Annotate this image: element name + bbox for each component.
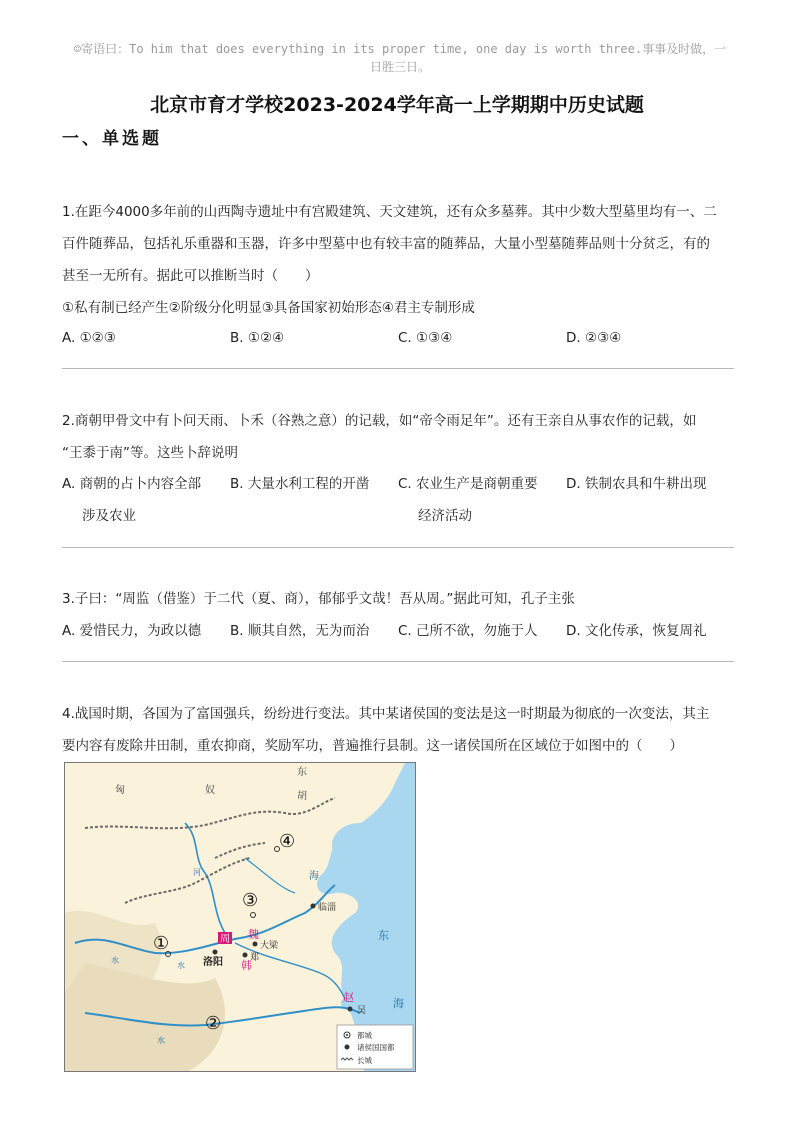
question-3	[62, 583, 734, 615]
map-svg	[65, 763, 416, 1072]
legend-capital: 都城	[357, 1031, 372, 1040]
option-a[interactable]	[62, 468, 230, 532]
legend-capital-icon-dot	[346, 1034, 348, 1036]
divider	[62, 547, 734, 548]
section-heading: 一、单选题	[62, 129, 162, 149]
option-text: D. 铁制农具和牛耕出现	[566, 476, 707, 492]
label-zhou: 周	[220, 934, 230, 945]
question-4	[62, 698, 734, 762]
option-a[interactable]: A. ①②③	[62, 330, 116, 346]
option-d[interactable]: D. 文化传承，恢复周礼	[566, 623, 707, 639]
marker-3: ③	[242, 890, 259, 911]
option-text: B. 大量水利工程的开凿	[230, 476, 370, 492]
option-b[interactable]: B. 顺其自然，无为而治	[230, 623, 370, 639]
option-text: C. 农业生产是商朝重要	[398, 476, 538, 492]
legend-wall: 长城	[357, 1056, 372, 1065]
question-line: 要内容有废除井田制，重农抑商，奖励军功，普遍推行县制。这一诸侯国所在区域位于如图中的（ ）	[62, 738, 683, 754]
question-1	[62, 196, 734, 324]
label-river: 水	[177, 961, 185, 970]
question-line: 百件随葬品，包括礼乐重器和玉器，许多中型墓中也有较丰富的随葬品，大量小型墓随葬品则十分贫乏，有的	[62, 236, 710, 252]
label-river: 水	[157, 1036, 165, 1045]
city-dot-luoyang	[213, 950, 218, 955]
question-1-options	[62, 322, 734, 354]
label-zheng: 郑	[250, 953, 260, 963]
label-donghu-1: 东	[297, 767, 307, 778]
option-d[interactable]: D. ②③④	[566, 330, 622, 346]
question-line: 1.在距今4000多年前的山西陶寺遗址中有宫殿建筑、天文建筑，还有众多墓葬。其中少数大型墓里均有一、二	[62, 204, 717, 220]
label-zhao: 赵	[343, 991, 354, 1004]
question-line: 4.战国时期，各国为了富国强兵，纷纷进行变法。其中某诸侯国的变法是这一时期最为彻底的一次变法，其主	[62, 706, 710, 722]
question-line: 甚至一无所有。据此可以推断当时（ ）	[62, 268, 319, 284]
option-c[interactable]	[398, 468, 566, 532]
motto-line-1: ☺寄语曰：To him that does everything in its proper time, one day is worth three.事事及时做，一	[73, 42, 727, 56]
question-line: 3.子曰：“周监（借鉴）于二代（夏、商），郁郁乎文哉！吾从周。”据此可知，孔子主张	[62, 591, 575, 607]
divider	[62, 368, 734, 369]
marker-2: ②	[205, 1013, 222, 1034]
legend-vassal-capital: 诸侯国国都	[357, 1043, 395, 1052]
legend-vassal-icon	[345, 1045, 350, 1050]
label-dong: 东	[378, 929, 389, 942]
option-c[interactable]: C. 己所不欲，勿施于人	[398, 623, 538, 639]
option-b[interactable]: B. ①②④	[230, 330, 285, 346]
question-3-options	[62, 615, 734, 647]
city-dot-daliang	[253, 942, 258, 947]
label-donghu-2: 胡	[297, 791, 307, 802]
motto-line-2: 日胜三日。	[369, 60, 430, 74]
question-line: “王黍于南”等。这些卜辞说明	[62, 445, 238, 461]
option-b[interactable]	[230, 468, 398, 532]
city-dot-linzi	[311, 904, 316, 909]
label-daliang: 大梁	[260, 941, 279, 951]
marker-1: ①	[153, 933, 170, 954]
label-xiongnu-2: 奴	[205, 785, 215, 796]
option-text-cont: 经济活动	[418, 508, 472, 524]
label-hai-2: 海	[393, 997, 404, 1010]
question-line: 2.商朝甲骨文中有卜问天雨、卜禾（谷熟之意）的记载，如“帝令雨足年”。还有王亲自从事农作的记载，如	[62, 413, 697, 429]
city-dot-zheng	[243, 953, 248, 958]
label-river: 河	[193, 868, 201, 877]
city-dot-wu	[348, 1007, 353, 1012]
label-luoyang: 洛阳	[203, 957, 223, 968]
option-text-cont: 涉及农业	[82, 508, 136, 524]
warring-states-map	[64, 762, 416, 1072]
label-linzi: 临淄	[318, 903, 337, 913]
marker-4: ④	[279, 831, 296, 852]
bohai-sea	[332, 823, 388, 867]
question-line: ①私有制已经产生②阶级分化明显③具备国家初始形态④君主专制形成	[62, 300, 475, 316]
label-hai-1: 海	[309, 871, 319, 882]
motto-header	[40, 40, 760, 76]
label-xiongnu-1: 匈	[115, 785, 125, 796]
label-wu: 吴	[357, 1006, 367, 1016]
label-river: 水	[111, 956, 119, 965]
option-d[interactable]	[566, 468, 734, 532]
divider	[62, 661, 734, 662]
label-wei: 魏	[248, 928, 259, 941]
page-title: 北京市育才学校2023-2024学年高一上学期期中历史试题	[150, 94, 644, 116]
option-c[interactable]: C. ①③④	[398, 330, 453, 346]
question-2	[62, 405, 734, 469]
question-2-options	[62, 468, 734, 532]
option-a[interactable]: A. 爱惜民力，为政以德	[62, 623, 202, 639]
option-text: A. 商朝的占卜内容全部	[62, 476, 202, 492]
label-han: 韩	[241, 959, 252, 972]
